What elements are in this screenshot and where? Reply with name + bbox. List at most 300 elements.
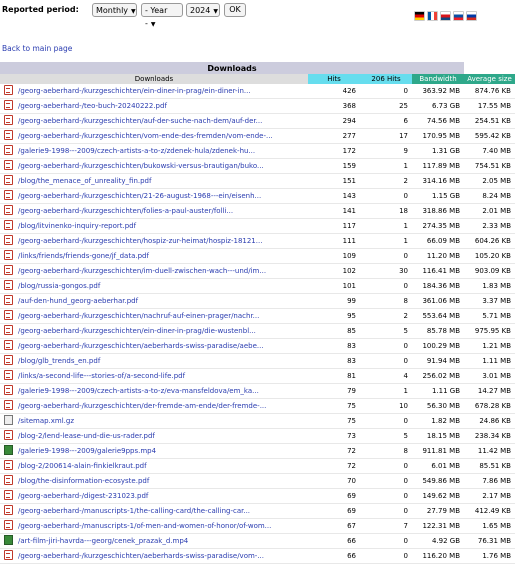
pdf-file-icon (4, 175, 13, 185)
download-link[interactable]: /galerie9-1998---2009/galerie9pps.mp4 (18, 446, 157, 455)
archive-file-icon (4, 415, 13, 425)
download-link[interactable]: /galerie9-1998---2009/czech-artists-a-to-z/zdenek-hula/zdenek-hu... (18, 146, 256, 155)
file-type-cell (0, 279, 16, 294)
download-url-cell (16, 399, 308, 414)
file-type-cell (0, 219, 16, 234)
hits-206-cell: 8 (360, 444, 412, 459)
bandwidth-cell: 122.31 MB (412, 519, 464, 534)
hits-cell: 81 (308, 369, 360, 384)
table-row (0, 159, 515, 174)
download-link[interactable]: /blog-2/lend-lease-und-die-us-rader.pdf (18, 431, 155, 440)
download-url-cell (16, 189, 308, 204)
download-url-cell (16, 279, 308, 294)
bandwidth-cell: 1.11 GB (412, 384, 464, 399)
download-url-cell (16, 129, 308, 144)
download-link[interactable]: /georg-aeberhard-/kurzgeschichten/auf-der-suche-nach-dem/auf-der... (18, 116, 263, 125)
hits-206-cell: 7 (360, 519, 412, 534)
download-url-cell (16, 534, 308, 549)
download-link[interactable]: /blog-2/200614-alain-finkielkraut.pdf (18, 461, 147, 470)
col-hits: Hits (308, 74, 360, 84)
table-row (0, 399, 515, 414)
table-row (0, 144, 515, 159)
hits-cell: 277 (308, 129, 360, 144)
pdf-file-icon (4, 130, 13, 140)
download-url-cell (16, 354, 308, 369)
ok-button[interactable]: OK (224, 3, 246, 17)
table-row (0, 504, 515, 519)
download-url-cell (16, 234, 308, 249)
bandwidth-cell: 100.29 MB (412, 339, 464, 354)
video-file-icon (4, 445, 13, 455)
hits-cell: 102 (308, 264, 360, 279)
file-type-cell (0, 249, 16, 264)
file-type-cell (0, 99, 16, 114)
pdf-file-icon (4, 100, 13, 110)
pdf-file-icon (4, 145, 13, 155)
download-link[interactable]: /blog/the_menace_of_unreality_fin.pdf (18, 176, 152, 185)
table-title: Downloads (0, 62, 464, 74)
download-url-cell (16, 384, 308, 399)
average-size-cell: 14.27 MB (464, 384, 515, 399)
bandwidth-cell: 184.36 MB (412, 279, 464, 294)
bandwidth-cell: 314.16 MB (412, 174, 464, 189)
bandwidth-cell: 74.56 MB (412, 114, 464, 129)
file-type-cell (0, 489, 16, 504)
download-url-cell (16, 294, 308, 309)
hits-206-cell: 8 (360, 294, 412, 309)
download-link[interactable]: /blog/litvinenko-inquiry-report.pdf (18, 221, 137, 230)
download-link[interactable]: /georg-aeberhard-/teo-buch-20240222.pdf (18, 101, 167, 110)
download-link[interactable]: /blog/the-disinformation-ecosyste.pdf (18, 476, 150, 485)
chevron-down-icon: ▼ (150, 21, 156, 28)
file-type-cell (0, 84, 16, 99)
table-row (0, 309, 515, 324)
year-placeholder: - Year - (145, 6, 168, 28)
hits-206-cell: 5 (360, 429, 412, 444)
russian-flag-icon[interactable] (466, 11, 477, 21)
download-url-cell (16, 159, 308, 174)
average-size-cell: 2.17 MB (464, 489, 515, 504)
table-row (0, 99, 515, 114)
hits-206-cell: 0 (360, 84, 412, 99)
hits-206-cell: 25 (360, 99, 412, 114)
hits-206-cell: 4 (360, 369, 412, 384)
hits-cell: 294 (308, 114, 360, 129)
pdf-file-icon (4, 430, 13, 440)
download-link[interactable]: /links/friends/friends-gone/jf_data.pdf (18, 251, 149, 260)
average-size-cell: 1.83 MB (464, 279, 515, 294)
file-type-cell (0, 534, 16, 549)
table-row (0, 489, 515, 504)
pdf-file-icon (4, 550, 13, 560)
average-size-cell: 17.55 MB (464, 99, 515, 114)
bandwidth-cell: 363.92 MB (412, 84, 464, 99)
file-type-cell (0, 204, 16, 219)
average-size-cell: 3.37 MB (464, 294, 515, 309)
hits-cell: 67 (308, 519, 360, 534)
average-size-cell: 678.28 KB (464, 399, 515, 414)
hits-cell: 79 (308, 384, 360, 399)
download-url-cell (16, 309, 308, 324)
bandwidth-cell: 116.41 MB (412, 264, 464, 279)
col-206-hits: 206 Hits (360, 74, 412, 84)
download-link[interactable]: /art-film-jiri-havrda---georg/cenek_prazak_d.mp4 (18, 536, 189, 545)
hits-206-cell: 5 (360, 324, 412, 339)
file-type-cell (0, 294, 16, 309)
download-link[interactable]: /georg-aeberhard-/kurzgeschichten/ein-diner-in-prag/ein-diner-in... (18, 86, 251, 95)
table-row (0, 549, 515, 564)
pdf-file-icon (4, 265, 13, 275)
hits-206-cell: 0 (360, 504, 412, 519)
hits-206-cell: 0 (360, 549, 412, 564)
french-flag-icon[interactable] (427, 11, 438, 21)
col-average-size: Average size (464, 74, 515, 84)
file-type-cell (0, 519, 16, 534)
hits-206-cell: 1 (360, 219, 412, 234)
download-url-cell (16, 144, 308, 159)
download-link[interactable]: /georg-aeberhard-/kurzgeschichten/bukowski-versus-brautigan/buko... (18, 161, 264, 170)
bandwidth-cell: 1.31 GB (412, 144, 464, 159)
download-link[interactable]: /blog/glb_trends_en.pdf (18, 356, 101, 365)
bandwidth-cell: 1.82 MB (412, 414, 464, 429)
hits-206-cell: 0 (360, 414, 412, 429)
file-type-cell (0, 459, 16, 474)
hits-cell: 99 (308, 294, 360, 309)
download-url-cell (16, 489, 308, 504)
table-row (0, 429, 515, 444)
hits-206-cell: 0 (360, 279, 412, 294)
download-link[interactable]: /georg-aeberhard-/kurzgeschichten/vom-ende-des-fremden/vom-ende-... (18, 131, 273, 140)
hits-cell: 72 (308, 444, 360, 459)
hits-cell: 143 (308, 189, 360, 204)
bandwidth-cell: 117.89 MB (412, 159, 464, 174)
hits-206-cell: 0 (360, 189, 412, 204)
pdf-file-icon (4, 340, 13, 350)
pdf-file-icon (4, 205, 13, 215)
bandwidth-cell: 318.86 MB (412, 204, 464, 219)
average-size-cell: 24.86 KB (464, 414, 515, 429)
bandwidth-cell: 11.20 MB (412, 249, 464, 264)
file-type-cell (0, 504, 16, 519)
pdf-file-icon (4, 385, 13, 395)
table-row (0, 474, 515, 489)
hits-206-cell: 6 (360, 114, 412, 129)
table-row (0, 354, 515, 369)
hits-cell: 75 (308, 414, 360, 429)
average-size-cell: 2.05 MB (464, 174, 515, 189)
pdf-file-icon (4, 85, 13, 95)
czech-flag-icon[interactable] (440, 11, 451, 21)
file-type-cell (0, 444, 16, 459)
file-type-cell (0, 174, 16, 189)
download-link[interactable]: /sitemap.xml.gz (18, 416, 75, 425)
pdf-file-icon (4, 280, 13, 290)
file-type-cell (0, 474, 16, 489)
file-type-cell (0, 414, 16, 429)
hits-cell: 69 (308, 504, 360, 519)
hits-206-cell: 9 (360, 144, 412, 159)
download-link[interactable]: /blog/russia-gongos.pdf (18, 281, 101, 290)
download-link[interactable]: /georg-aeberhard-/kurzgeschichten/folies-a-paul-auster/folli... (18, 206, 234, 215)
file-type-cell (0, 369, 16, 384)
period-type-select[interactable] (92, 3, 137, 17)
download-url-cell (16, 204, 308, 219)
hits-cell: 151 (308, 174, 360, 189)
hits-cell: 159 (308, 159, 360, 174)
pdf-file-icon (4, 400, 13, 410)
hits-cell: 85 (308, 324, 360, 339)
average-size-cell: 1.65 MB (464, 519, 515, 534)
table-row (0, 234, 515, 249)
download-link[interactable]: /georg-aeberhard-/manuscripts-1/the-calling-card/the-calling-car... (18, 506, 251, 515)
hits-cell: 426 (308, 84, 360, 99)
download-link[interactable]: /georg-aeberhard-/kurzgeschichten/21-26-august-1968---ein/eisenh... (18, 191, 262, 200)
download-link[interactable]: /georg-aeberhard-/kurzgeschichten/hospiz-zur-heimat/hospiz-18121... (18, 236, 263, 245)
download-link[interactable]: /georg-aeberhard-/kurzgeschichten/im-duell-zwischen-wach---und/im... (18, 266, 267, 275)
year-value: 2024 (190, 6, 211, 15)
hits-cell: 66 (308, 549, 360, 564)
file-type-cell (0, 114, 16, 129)
table-row (0, 84, 515, 99)
pdf-file-icon (4, 295, 13, 305)
hits-cell: 111 (308, 234, 360, 249)
file-type-cell (0, 129, 16, 144)
download-url-cell (16, 429, 308, 444)
hits-cell: 172 (308, 144, 360, 159)
file-type-cell (0, 354, 16, 369)
file-type-cell (0, 429, 16, 444)
average-size-cell: 11.42 MB (464, 444, 515, 459)
download-link[interactable]: /auf-den-hund_georg-aeberhar.pdf (18, 296, 139, 305)
average-size-cell: 1.21 MB (464, 339, 515, 354)
download-url-cell (16, 324, 308, 339)
file-type-cell (0, 324, 16, 339)
download-url-cell (16, 114, 308, 129)
average-size-cell: 975.95 KB (464, 324, 515, 339)
download-link[interactable]: /georg-aeberhard-/digest-231023.pdf (18, 491, 149, 500)
table-row (0, 444, 515, 459)
average-size-cell: 3.01 MB (464, 369, 515, 384)
bandwidth-cell: 911.81 MB (412, 444, 464, 459)
hits-206-cell: 0 (360, 489, 412, 504)
file-type-cell (0, 339, 16, 354)
pdf-file-icon (4, 115, 13, 125)
download-url-cell (16, 549, 308, 564)
pdf-file-icon (4, 235, 13, 245)
pdf-file-icon (4, 355, 13, 365)
bandwidth-cell: 549.86 MB (412, 474, 464, 489)
average-size-cell: 595.42 KB (464, 129, 515, 144)
video-file-icon (4, 535, 13, 545)
hits-cell: 95 (308, 309, 360, 324)
download-url-cell (16, 264, 308, 279)
file-type-cell (0, 264, 16, 279)
average-size-cell: 105.20 KB (464, 249, 515, 264)
pdf-file-icon (4, 370, 13, 380)
table-row (0, 189, 515, 204)
file-type-cell (0, 309, 16, 324)
file-type-cell (0, 399, 16, 414)
hits-206-cell: 0 (360, 474, 412, 489)
table-row (0, 129, 515, 144)
hits-206-cell: 1 (360, 234, 412, 249)
bandwidth-cell: 56.30 MB (412, 399, 464, 414)
average-size-cell: 76.31 MB (464, 534, 515, 549)
download-url-cell (16, 369, 308, 384)
average-size-cell: 1.11 MB (464, 354, 515, 369)
chevron-down-icon: ▼ (131, 8, 136, 15)
download-link[interactable]: /georg-aeberhard-/kurzgeschichten/aeberhards-swiss-paradise/vom-... (18, 551, 264, 560)
download-link[interactable]: /galerie9-1998---2009/czech-artists-a-to-z/eva-mansfeldova/em_ka... (18, 386, 259, 395)
pdf-file-icon (4, 250, 13, 260)
hits-206-cell: 0 (360, 249, 412, 264)
average-size-cell: 7.40 MB (464, 144, 515, 159)
hits-cell: 73 (308, 429, 360, 444)
download-url-cell (16, 444, 308, 459)
file-type-cell (0, 549, 16, 564)
hits-cell: 75 (308, 399, 360, 414)
hits-206-cell: 18 (360, 204, 412, 219)
pdf-file-icon (4, 190, 13, 200)
hits-cell: 109 (308, 249, 360, 264)
download-url-cell (16, 249, 308, 264)
hits-cell: 101 (308, 279, 360, 294)
file-type-cell (0, 234, 16, 249)
average-size-cell: 8.24 MB (464, 189, 515, 204)
hits-206-cell: 2 (360, 309, 412, 324)
bandwidth-cell: 361.06 MB (412, 294, 464, 309)
pdf-file-icon (4, 220, 13, 230)
table-row (0, 264, 515, 279)
hits-206-cell: 2 (360, 174, 412, 189)
download-link[interactable]: /links/a-second-life---stories-of/a-second-life.pdf (18, 371, 186, 380)
year-select[interactable] (141, 3, 183, 28)
bandwidth-cell: 116.20 MB (412, 549, 464, 564)
hits-cell: 117 (308, 219, 360, 234)
table-row (0, 294, 515, 309)
average-size-cell: 2.33 MB (464, 219, 515, 234)
download-link[interactable]: /georg-aeberhard-/kurzgeschichten/nachruf-auf-einen-prager/nachr... (18, 311, 260, 320)
table-row (0, 219, 515, 234)
hits-206-cell: 0 (360, 534, 412, 549)
german-flag-icon[interactable] (414, 11, 425, 21)
table-row (0, 324, 515, 339)
hits-206-cell: 0 (360, 459, 412, 474)
file-type-cell (0, 159, 16, 174)
report-period-bar (0, 0, 515, 28)
hits-206-cell: 30 (360, 264, 412, 279)
bandwidth-cell: 170.95 MB (412, 129, 464, 144)
hits-cell: 368 (308, 99, 360, 114)
hits-206-cell: 0 (360, 339, 412, 354)
file-type-cell (0, 384, 16, 399)
chevron-down-icon: ▼ (213, 8, 218, 15)
download-link[interactable]: /georg-aeberhard-/kurzgeschichten/aeberhards-swiss-paradise/aebe... (18, 341, 264, 350)
hits-cell: 83 (308, 354, 360, 369)
table-row (0, 174, 515, 189)
download-link[interactable]: /georg-aeberhard-/manuscripts-1/of-men-and-women-of-honor/of-wom... (18, 521, 272, 530)
average-size-cell: 254.51 KB (464, 114, 515, 129)
hits-206-cell: 10 (360, 399, 412, 414)
download-url-cell (16, 99, 308, 114)
language-flags (414, 11, 478, 20)
hits-cell: 70 (308, 474, 360, 489)
download-url-cell (16, 504, 308, 519)
table-row (0, 459, 515, 474)
bandwidth-cell: 66.09 MB (412, 234, 464, 249)
slovak-flag-icon[interactable] (453, 11, 464, 21)
hits-206-cell: 0 (360, 354, 412, 369)
col-downloads: Downloads (0, 74, 308, 84)
table-row (0, 204, 515, 219)
download-url-cell (16, 174, 308, 189)
hits-206-cell: 17 (360, 129, 412, 144)
reported-period-label: Reported period: (2, 5, 79, 14)
hits-cell: 83 (308, 339, 360, 354)
bandwidth-cell: 274.35 MB (412, 219, 464, 234)
hits-cell: 66 (308, 534, 360, 549)
hits-cell: 72 (308, 459, 360, 474)
back-to-main-link[interactable]: Back to main page (2, 44, 73, 53)
download-url-cell (16, 414, 308, 429)
average-size-cell: 412.49 KB (464, 504, 515, 519)
table-row (0, 339, 515, 354)
average-size-cell: 604.26 KB (464, 234, 515, 249)
download-url-cell (16, 459, 308, 474)
file-type-cell (0, 189, 16, 204)
average-size-cell: 1.76 MB (464, 549, 515, 564)
average-size-cell: 5.71 MB (464, 309, 515, 324)
bandwidth-cell: 553.64 MB (412, 309, 464, 324)
bandwidth-cell: 149.62 MB (412, 489, 464, 504)
file-type-cell (0, 144, 16, 159)
table-row (0, 414, 515, 429)
pdf-file-icon (4, 325, 13, 335)
bandwidth-cell: 256.02 MB (412, 369, 464, 384)
average-size-cell: 754.51 KB (464, 159, 515, 174)
table-row (0, 519, 515, 534)
hits-206-cell: 1 (360, 384, 412, 399)
pdf-file-icon (4, 490, 13, 500)
pdf-file-icon (4, 160, 13, 170)
pdf-file-icon (4, 475, 13, 485)
download-link[interactable]: /georg-aeberhard-/kurzgeschichten/ein-diner-in-prag/die-wustenbl... (18, 326, 256, 335)
table-row (0, 534, 515, 549)
table-row (0, 369, 515, 384)
download-link[interactable]: /georg-aeberhard-/kurzgeschichten/der-fremde-am-ende/der-fremde-... (18, 401, 267, 410)
pdf-file-icon (4, 505, 13, 515)
bandwidth-cell: 6.73 GB (412, 99, 464, 114)
hits-cell: 141 (308, 204, 360, 219)
bandwidth-cell: 27.79 MB (412, 504, 464, 519)
average-size-cell: 85.51 KB (464, 459, 515, 474)
bandwidth-cell: 4.92 GB (412, 534, 464, 549)
average-size-cell: 874.76 KB (464, 84, 515, 99)
pdf-file-icon (4, 310, 13, 320)
bandwidth-cell: 18.15 MB (412, 429, 464, 444)
average-size-cell: 2.01 MB (464, 204, 515, 219)
table-row (0, 279, 515, 294)
average-size-cell: 903.09 KB (464, 264, 515, 279)
bandwidth-cell: 6.01 MB (412, 459, 464, 474)
download-url-cell (16, 519, 308, 534)
table-row (0, 384, 515, 399)
average-size-cell: 238.34 KB (464, 429, 515, 444)
download-url-cell (16, 339, 308, 354)
average-size-cell: 7.86 MB (464, 474, 515, 489)
table-row (0, 114, 515, 129)
year-value-select[interactable] (186, 3, 220, 17)
